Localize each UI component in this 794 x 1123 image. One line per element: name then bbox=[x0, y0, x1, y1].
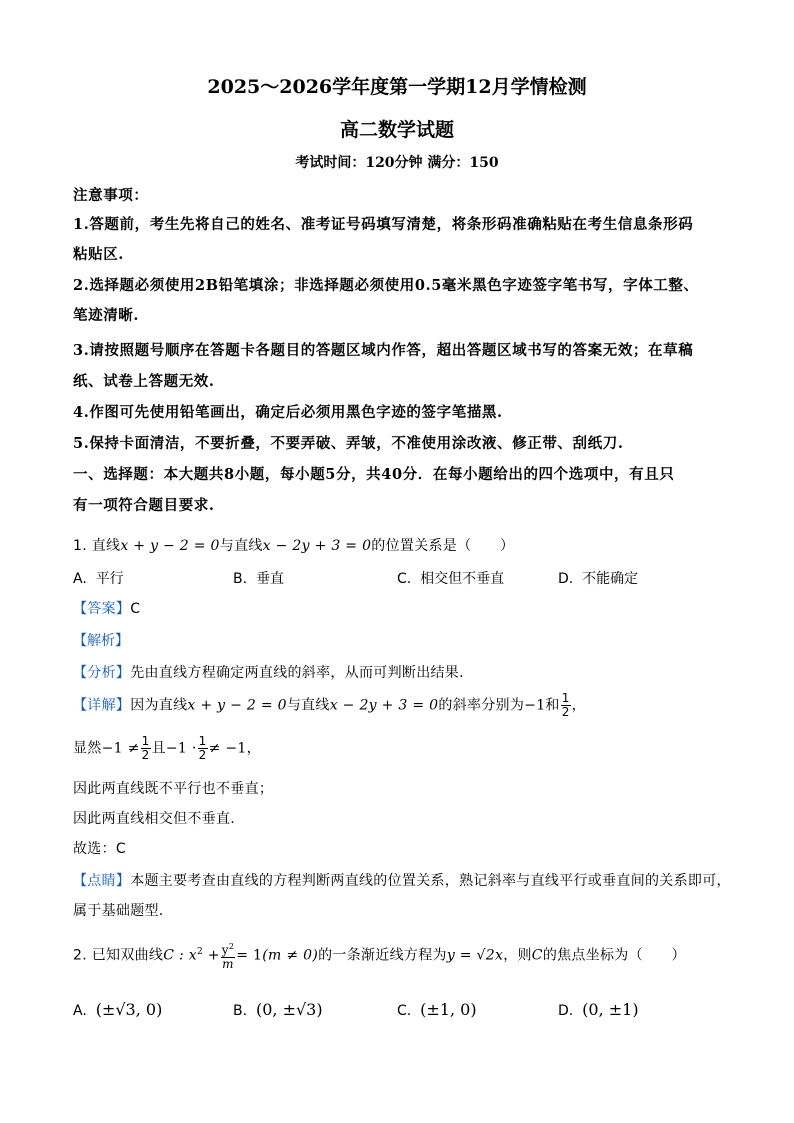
since-line: 显然−1 ≠ $\frac{1}{2}$ 且−1 · $\frac{1}{2}$ ≠ −1， bbox=[73, 734, 261, 762]
equation: x − 2y + 3 = 0 bbox=[262, 538, 372, 554]
fraction-y2-over-m: $\frac{y^2}{m}$ bbox=[221, 942, 235, 971]
note-1-line-1: 1.答题前，考生先将自己的姓名、准考证号码填写清楚，将条形码准确粘贴在考生信息条形码 bbox=[73, 216, 694, 233]
fraction-one-half: $\frac{1}{2}$ bbox=[561, 691, 570, 719]
option-b: B. (0, ±√3) bbox=[233, 1000, 323, 1019]
equation: x + y − 2 = 0 bbox=[120, 538, 220, 554]
comment-line-2: 属于基础题型. bbox=[73, 903, 164, 919]
answer-value: C bbox=[130, 601, 141, 617]
exam-title: 2025～2026学年度第一学期12月学情检测 bbox=[207, 76, 587, 98]
question-2: 2. 已知双曲线C : $x^2$ + $\frac{y^2}{m}$ = 1(m ≠ 0)的一条渐近线方程为y = √2x，则C的焦点坐标为（ ） bbox=[73, 942, 686, 971]
detail-conclusion-1: 因此两直线既不平行也不垂直； bbox=[73, 781, 274, 797]
question-number: 2. bbox=[73, 947, 87, 964]
note-4: 4.作图可先使用铅笔画出，确定后必须用黑色字迹的签字笔描黑. bbox=[73, 404, 503, 421]
detail-conclusion-2: 因此两直线相交但不垂直. bbox=[73, 811, 236, 827]
question-text: 直线 bbox=[91, 538, 121, 554]
option-d: D. (0, ±1) bbox=[558, 1000, 639, 1019]
detail-tag: 【详解】 bbox=[73, 697, 131, 714]
note-5: 5.保持卡面清洁，不要折叠，不要弄破、弄皱，不准使用涂改液、修正带、刮纸刀. bbox=[73, 435, 624, 452]
fenxi-line bbox=[73, 662, 464, 682]
option-a: A. 平行 bbox=[73, 571, 124, 587]
question-number: 1. bbox=[73, 538, 87, 554]
comment-line-1: 【点睛】本题主要考查由直线的方程判断两直线的位置关系，熟记斜率与直线平行或垂直间的关系即可， bbox=[73, 873, 731, 889]
detail-line: 【详解】因为直线x + y − 2 = 0与直线x − 2y + 3 = 0的斜率分别为−1和 $\frac{1}{2}$ ， bbox=[73, 691, 586, 719]
fenxi-tag: 【分析】 bbox=[73, 665, 131, 681]
question-text: 的位置关系是（ ） bbox=[371, 538, 515, 554]
option-d: D. 不能确定 bbox=[558, 571, 639, 587]
fraction-one-half: $\frac{1}{2}$ bbox=[198, 734, 207, 762]
equation: x − 2y + 3 = 0 bbox=[329, 697, 439, 714]
fraction-one-half: $\frac{1}{2}$ bbox=[141, 734, 150, 762]
note-2-line-2: 笔迹清晰. bbox=[73, 307, 140, 324]
choice-line: 故选：C bbox=[73, 841, 126, 857]
analysis-tag: 【解析】 bbox=[73, 633, 129, 649]
comment-tag: 【点睛】 bbox=[73, 873, 131, 889]
exam-subtitle: 高二数学试题 bbox=[339, 119, 454, 141]
question-1 bbox=[73, 535, 514, 555]
option-c: C. 相交但不垂直 bbox=[397, 571, 505, 587]
answer-line bbox=[73, 598, 140, 618]
exam-info: 考试时间：120分钟 满分：150 bbox=[295, 155, 499, 171]
note-1-line-2: 粘贴区. bbox=[73, 246, 124, 263]
notes-heading: 注意事项： bbox=[73, 187, 149, 204]
option-a: A. (±√3, 0) bbox=[73, 1000, 163, 1019]
question-text: 与直线 bbox=[219, 538, 263, 554]
section-heading-line-2: 有一项符合题目要求. bbox=[73, 497, 215, 514]
answer-tag: 【答案】 bbox=[73, 601, 131, 617]
note-3-line-2: 纸、试卷上答题无效. bbox=[73, 373, 215, 390]
note-2-line-1: 2.选择题必须使用2B铅笔填涂；非选择题必须使用0.5毫米黑色字迹签字笔书写，字体工整、 bbox=[73, 277, 699, 294]
equation: x + y − 2 = 0 bbox=[187, 697, 287, 714]
fenxi-text: 先由直线方程确定两直线的斜率，从而可判断出结果. bbox=[130, 665, 464, 681]
option-c: C. (±1, 0) bbox=[397, 1000, 477, 1019]
option-b: B. 垂直 bbox=[233, 571, 284, 587]
note-3-line-1: 3.请按照题号顺序在答题卡各题目的答题区域内作答，超出答题区域书写的答案无效；在草稿 bbox=[73, 342, 694, 359]
section-heading-line-1: 一、选择题：本大题共8小题，每小题5分，共40分．在每小题给出的四个选项中，有且只 bbox=[73, 466, 675, 483]
